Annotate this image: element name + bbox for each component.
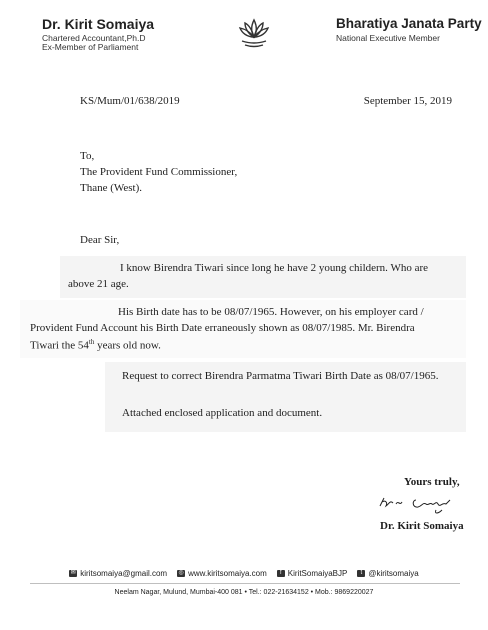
reference-number: KS/Mum/01/638/2019 xyxy=(80,95,180,107)
letterhead-title: Ex-Member of Parliament xyxy=(42,42,139,52)
lotus-logo-icon xyxy=(236,14,272,50)
addressee-line: The Provident Fund Commissioner, xyxy=(80,166,238,178)
paragraph-2-line: Provident Fund Account his Birth Date erraneously shown as 08/07/1985. Mr. Birendra xyxy=(30,322,415,334)
ordinal-suffix: th xyxy=(88,338,95,346)
salutation: Dear Sir, xyxy=(80,234,120,246)
letterhead-qualification: Chartered Accountant,Ph.D xyxy=(42,33,146,43)
addressee-line: To, xyxy=(80,150,95,162)
facebook-contact xyxy=(277,569,348,578)
paragraph-2-line: His Birth date has to be 08/07/1965. However, on his employer card / xyxy=(118,306,424,318)
twitter-contact xyxy=(357,569,418,578)
website-text: www.kiritsomaiya.com xyxy=(188,569,267,578)
paragraph-1-line: above 21 age. xyxy=(68,278,129,290)
footer-address: Neelam Nagar, Mulund, Mumbai-400 081 • Tel.: 022-21634152 • Mob.: 9869220027 xyxy=(114,589,374,596)
twitter-text: @kiritsomaiya xyxy=(368,569,419,578)
paragraph-1-line: I know Birendra Tiwari since long he have 2 young childern. Who are xyxy=(120,262,429,274)
closing: Yours truly, xyxy=(404,476,460,488)
footer-contacts xyxy=(0,569,488,578)
twitter-icon: t xyxy=(357,570,365,577)
party-name: Bharatiya Janata Party xyxy=(336,16,482,31)
attachment-note: Attached enclosed application and document. xyxy=(122,407,323,419)
website-contact xyxy=(177,569,267,578)
letterhead-name: Dr. Kirit Somaiya xyxy=(42,16,155,32)
paragraph-2-line xyxy=(30,338,161,352)
party-role: National Executive Member xyxy=(336,33,440,43)
facebook-text: KiritSomaiyaBJP xyxy=(287,569,348,578)
email-text: kiritsomaiya@gmail.com xyxy=(80,569,168,578)
age-text-end: years old now. xyxy=(94,339,161,352)
mail-icon: ✉ xyxy=(70,570,76,576)
footer-divider xyxy=(30,583,460,584)
facebook-icon: f xyxy=(277,570,285,577)
signature-name: Dr. Kirit Somaiya xyxy=(380,520,464,532)
letter-date: September 15, 2019 xyxy=(363,95,452,107)
age-text: Tiwari the 54 xyxy=(30,339,89,352)
globe-icon: ◎ xyxy=(178,570,184,576)
correction-request: Request to correct Birendra Parmatma Tiwari Birth Date as 08/07/1965. xyxy=(122,370,439,382)
handwritten-signature xyxy=(376,490,468,518)
email-contact xyxy=(69,569,167,578)
addressee-line: Thane (West). xyxy=(80,182,143,194)
